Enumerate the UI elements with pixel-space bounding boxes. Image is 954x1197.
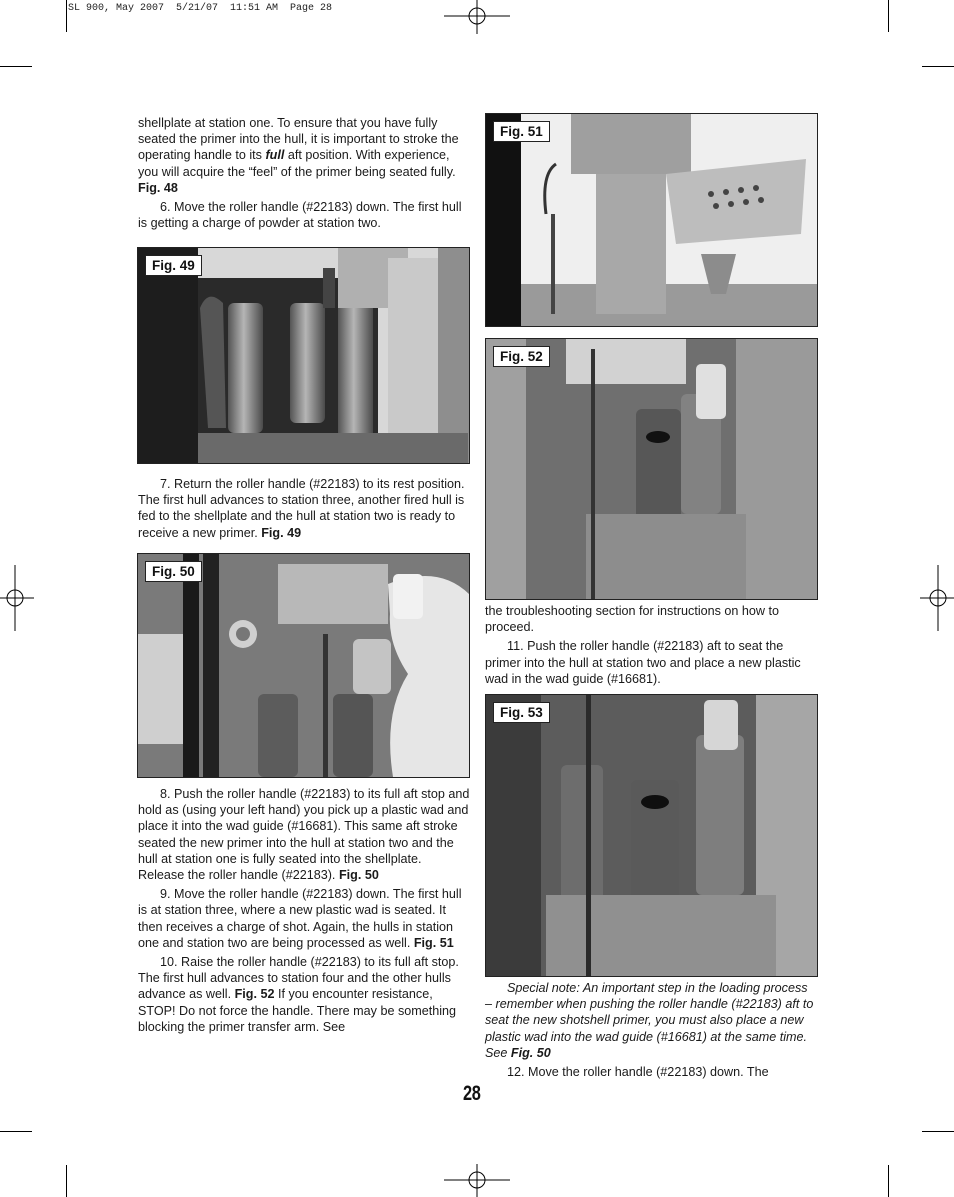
station-two-photo	[486, 695, 817, 976]
paragraph: 7. Return the roller handle (#22183) to its rest position. The first hull advances to station three, another fired hull is fed to the shellplate and the hull at station two is ready to receive a new primer. Fig. 49	[138, 477, 465, 540]
figure-49	[137, 247, 470, 464]
crop-mark	[888, 1165, 889, 1197]
right-text-bottom	[485, 980, 815, 1080]
registration-mark-icon	[920, 565, 954, 631]
figure-ref: Fig. 50	[510, 1045, 551, 1060]
paragraph: 11. Push the roller handle (#22183) aft to seat the primer into the hull at station two and place a new plastic wad in the wad guide (#16681).	[485, 639, 801, 686]
figure-label: Fig. 52	[493, 346, 550, 367]
wad-placement-photo	[138, 554, 469, 777]
paragraph: shellplate at station one. To ensure that you have fully seated the primer into the hull, it is important to stroke the operating handle to its full aft position. With experience, you will acquire the “feel” of the primer being seated fully. Fig. 48	[138, 116, 459, 195]
figure-52	[485, 338, 818, 600]
print-slug: SL 900, May 2007 5/21/07 11:51 AM Page 28	[68, 3, 333, 14]
figure-53	[485, 694, 818, 977]
figure-ref: Fig. 49	[261, 525, 302, 540]
paragraph: the troubleshooting section for instructions on how to proceed.	[485, 604, 780, 635]
paragraph: 8. Push the roller handle (#22183) to its full aft stop and hold as (using your left hand) you pick up a plastic wad and place it into the wad guide (#16681). This same aft stroke seated the new primer into the hull at station two and the hull at station one is fully seated into the shellplate. Release the roller handle (#22183). Fig. 50	[138, 787, 470, 883]
crop-mark	[66, 1165, 67, 1197]
left-text-mid	[138, 476, 470, 541]
reloading-press-photo	[138, 248, 469, 463]
crop-mark	[922, 66, 954, 67]
special-note: Special note: An important step in the loading process – remember when pushing the roller handle (#22183) aft to seat the new shotshell primer, you must also place a new plastic wad into the wad guide (#16681) at the same time. See Fig. 50	[485, 981, 814, 1060]
left-text-bottom	[138, 786, 470, 1035]
right-text-mid	[485, 603, 815, 687]
crop-mark	[0, 1131, 32, 1132]
figure-label: Fig. 50	[145, 561, 202, 582]
shot-station-photo	[486, 114, 817, 326]
figure-ref: Fig. 51	[413, 935, 454, 950]
paragraph: 9. Move the roller handle (#22183) down. The first hull is at station three, where a new plastic wad is seated. It then receives a charge of shot. Again, the hulls in station one and station two are being processed as well. Fig. 51	[138, 887, 462, 950]
figure-label: Fig. 51	[493, 121, 550, 142]
page-number: 28	[463, 1082, 481, 1105]
crop-mark	[888, 0, 889, 32]
figure-label: Fig. 53	[493, 702, 550, 723]
emphasis: full	[265, 148, 285, 163]
registration-mark-icon	[444, 1164, 510, 1197]
registration-mark-icon	[444, 0, 510, 34]
figure-ref: Fig. 52	[234, 987, 275, 1002]
paragraph: 12. Move the roller handle (#22183) down. The	[507, 1065, 769, 1080]
station-four-photo	[486, 339, 817, 599]
figure-50	[137, 553, 470, 778]
crop-mark	[922, 1131, 954, 1132]
crop-mark	[66, 0, 67, 32]
figure-ref: Fig. 48	[138, 180, 178, 195]
left-text-top	[138, 115, 470, 231]
paragraph: 10. Raise the roller handle (#22183) to its full aft stop. The first hull advances to station four and the other hulls advance as well. Fig. 52 If you encounter resistance, STOP! Do not force the handle. There may be something blocking the primer transfer arm. See	[138, 955, 459, 1034]
figure-ref: Fig. 50	[338, 868, 379, 883]
figure-51	[485, 113, 818, 327]
paragraph: 6. Move the roller handle (#22183) down. The first hull is getting a charge of powder at station two.	[138, 200, 462, 231]
registration-mark-icon	[0, 565, 34, 631]
figure-label: Fig. 49	[145, 255, 202, 276]
crop-mark	[0, 66, 32, 67]
